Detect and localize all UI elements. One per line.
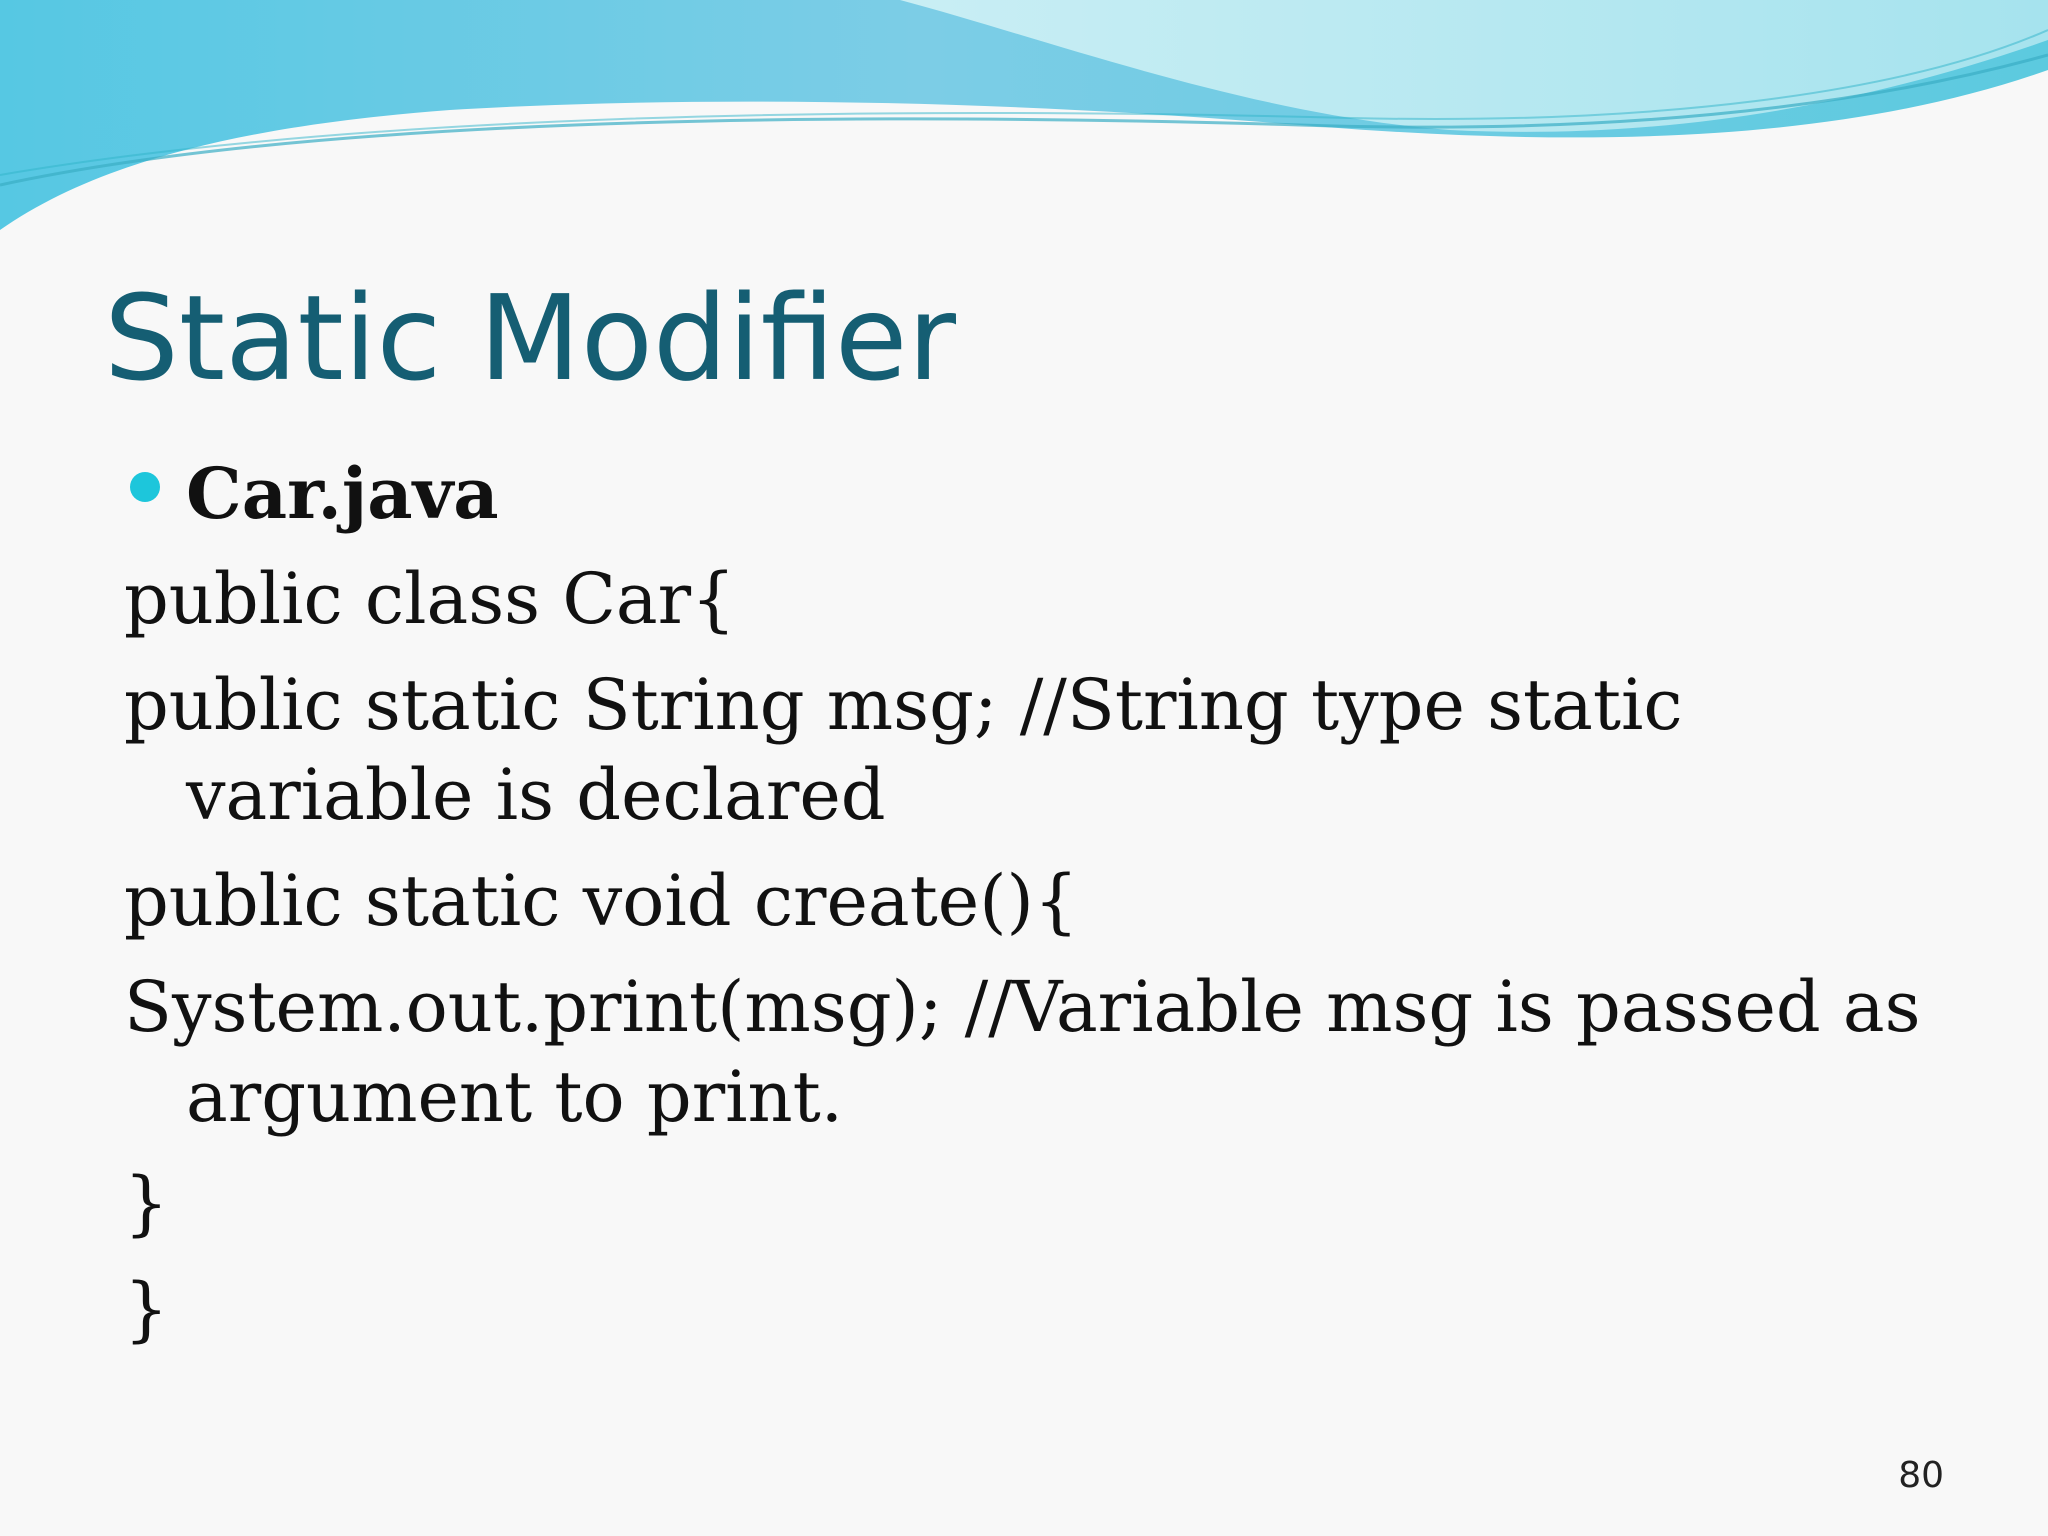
- bullet-file-name: Car.java: [186, 452, 499, 535]
- slide-title: Static Modifier: [104, 269, 957, 407]
- code-line-close-class: }: [124, 1268, 169, 1350]
- bullet-item: [124, 448, 1944, 540]
- slide-content: [124, 448, 1944, 1370]
- code-line-print-statement: System.out.print(msg); //Variable msg is passed as argument to print.: [124, 966, 1921, 1138]
- bullet-dot-icon: [130, 472, 160, 502]
- page-number: 80: [1898, 1455, 1944, 1496]
- code-line-class-declaration: public class Car{: [124, 558, 736, 640]
- decorative-wave-banner: [0, 0, 2048, 240]
- code-line-static-variable: public static String msg; //String type static variable is declared: [124, 664, 1683, 836]
- code-line-close-method: }: [124, 1162, 169, 1244]
- code-line-method-declaration: public static void create(){: [124, 860, 1079, 942]
